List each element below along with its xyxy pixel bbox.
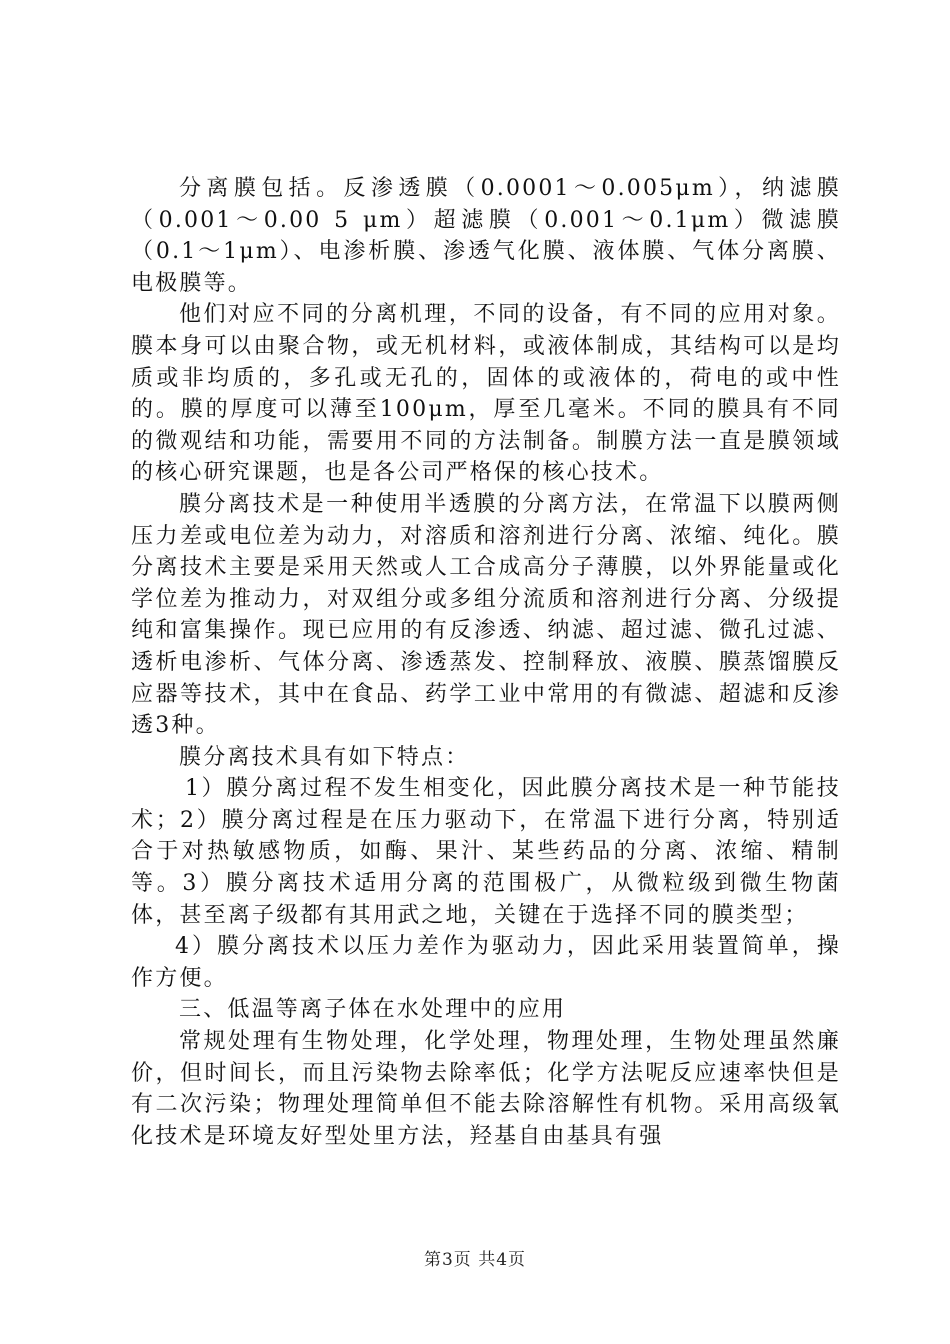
section-heading-plasma: 三、低温等离子体在水处理中的应用 [179,997,567,1023]
page-footer: 第3页 共4页 [423,1250,527,1270]
paragraph-membrane-types: 分离膜包括。反渗透膜（0.0001～0.005μm），纳滤膜（0.001～0.00 5 μm）超滤膜（0.001～0.1μm）微滤膜（0.1～1μm）、电渗析膜、渗透气化膜、液体膜、气体分离膜、电极膜等。 [131,176,841,296]
paragraph-water-treatment: 常规处理有生物处理，化学处理，物理处理，生物处理虽然廉价，但时间长，而且污染物去除率低；化学方法呢反应速率快但是有二次污染；物理处理简单但不能去除溶解性有机物。采用高级氧化技术是环境友好型处里方法，羟基自由基具有强 [131,1029,841,1149]
document-body [131,173,841,1152]
paragraph-membrane-technology: 膜分离技术是一种使用半透膜的分离方法，在常温下以膜两侧压力差或电位差为动力，对溶质和溶剂进行分离、浓缩、纯化。膜分离技术主要是采用天然或人工合成高分子薄膜，以外界能量或化学位差为推动力，对双组分或多组分流质和溶剂进行分离、分级提纯和富集操作。现已应用的有反渗透、纳滤、超过滤、微孔过滤、透析电渗析、气体分离、渗透蒸发、控制释放、液膜、膜蒸馏膜反应器等技术，其中在食品、药学工业中常用的有微滤、超滤和反渗透3种。 [131,491,841,739]
paragraph-features-list: 1）膜分离过程不发生相变化，因此膜分离技术是一种节能技术；2）膜分离过程是在压力驱动下，在常温下进行分离，特别适合于对热敏感物质，如酶、果汁、某些药品的分离、浓缩、精制等。3）膜分离技术适用分离的范围极广，从微粒级到微生物菌体，甚至离子级都有其用武之地，关键在于选择不同的膜类型； [131,776,841,928]
paragraph-separation-mechanism: 他们对应不同的分离机理，不同的设备，有不同的应用对象。膜本身可以由聚合物，或无机材料，或液体制成，其结构可以是均质或非均质的，多孔或无孔的，固体的或液体的，荷电的或中性的。膜的厚度可以薄至100μm，厚至几毫米。不同的膜具有不同的微观结和功能，需要用不同的方法制备。制膜方法一直是膜领域的核心研究课题，也是各公司严格保的核心技术。 [131,302,841,486]
paragraph-feature-4: 4）膜分离技术以压力差作为驱动力，因此采用装置简单，操作方便。 [131,934,841,991]
paragraph-features-heading: 膜分离技术具有如下特点： [179,744,470,770]
